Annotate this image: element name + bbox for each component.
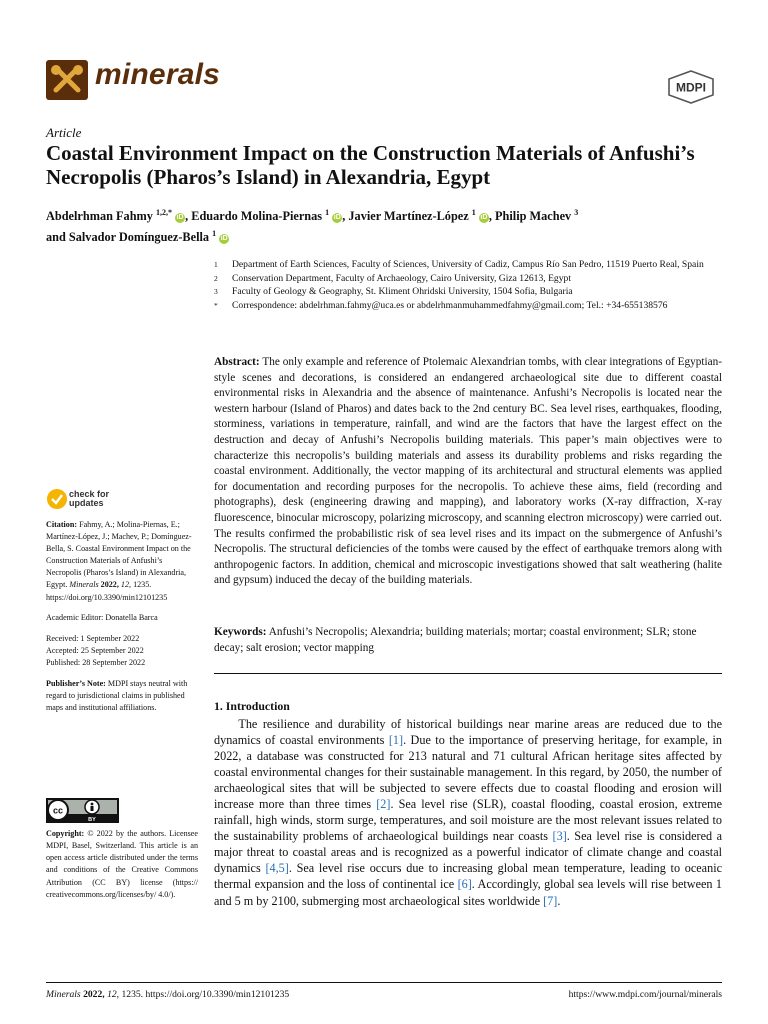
updates-line2: updates [69,498,104,508]
author-affiliation: 1 [212,229,217,239]
citation-doi[interactable]: 1235. https://doi.org/10.3390/min12101235 [46,580,168,602]
intro-text: . Sea level rise is considered a major threat to coastal areas and is recognized as a powerful indicator of climate change and coastal dynamics [214,829,722,876]
author-affiliation: 1,2,* [156,208,173,217]
citation-label: Citation: [46,520,78,529]
orcid-icon[interactable]: iD [220,235,228,243]
article-type: Article [46,125,82,140]
accepted-date: Accepted: 25 September 2022 [46,645,144,655]
academic-editor: Academic Editor: Donatella Barca [46,613,158,623]
keywords [214,625,722,656]
mdpi-logo-icon[interactable] [666,70,716,104]
abstract-text: The only example and reference of Ptolemaic Alexandrian tombs, with clear integrations of Egyptian-style scenes and decorations, is considered an endangered archaeological site due to different coastal environmental risks in Alexandria and the absence of maintenance. Anfushi’s Necropolis is located near the western harbour (Island of Pharos) and dates back to the 2nd century BC. Sea level rises, earthquakes, flooding, storminess, variations in temperature, rainfall, and wind are the factors that have the largest effect on the destruction and decay of Anfushi’s Necropolis building materials. This paper’s main objectives were to characterize this necropolis’s building materials and assess its durability problems and risks regarding the coastal environment. Additionally, the vector mapping of its architectural and structural elements was applied for documentation and recording purposes for the necropolis. To achieve these aims, field (recording and photographs), desk (engineering drawing and mapping), and laboratory works (X-ray diffraction, X-ray fluorescence, binocular microscopy, polarizing microscopy, and scanning electron microscopy) were carried out. The results confirmed the probabilistic risk of sea level rises and its impact on the submergence of Anfushi’s Necropolis. The structural deficiencies of the tombs were caused by the effect of earthquake tremors along with anthropogenic factors. In addition, chemical and microscopic investigations showed that salt weathering (halite and gypsum) induced the decay of the building materials. [214,356,723,587]
affiliation-text: Department of Earth Sciences, Faculty of Sciences, University of Cadiz, Campus Río San Pedro, 11519 Puerto Real, Spain [232,259,704,270]
orcid-icon[interactable]: iD [333,214,341,222]
citation-link[interactable]: [3] [552,829,567,844]
received-date: Received: 1 September 2022 [46,633,140,643]
author-list: Abdelrhman Fahmy $^{1,2,*}$ iD , Eduardo Molina-Piernas $^1$ iD , Javier Martínez-López $^1$ iD , Philip Machev $^3$ and Salvador Domínguez-Bella $^1$ iD [46,208,579,245]
affiliation-item [214,258,726,272]
author-name[interactable]: Eduardo Molina-Piernas [191,209,323,224]
intro-text: . Sea level rise (SLR), coastal flooding, coastal erosion, extreme rainfall, high winds, storm surge, temperatures, and soil moisture are the most relevant issues related to the sustainability problems of archaeological buildings near coasts [214,797,722,844]
abstract [214,355,722,589]
affiliation-item [214,299,726,313]
copyright-text: © 2022 by the authors. Licensee MDPI, Basel, Switzerland. This article is an open access article distributed under the terms and conditions of the Creative Commons Attribution (CC BY) license (https:// creativecommons.org/licenses/by/ 4.0/). [46,829,198,899]
orcid-icon[interactable]: iD [480,214,488,222]
dates [46,633,198,669]
affiliation-number: 1 [214,260,218,269]
author-name[interactable]: Javier Martínez-López [348,209,469,224]
svg-text:cc: cc [52,805,64,816]
affiliation-text: Conservation Department, Faculty of Archaeology, Cairo University, Giza 12613, Egypt [232,272,571,284]
citation-link[interactable]: [1] [388,733,404,748]
affiliation-number: 3 [214,287,218,296]
citation-volume: 12, [120,580,132,590]
citation-block [46,519,198,604]
footer-journal-url[interactable]: https://www.mdpi.com/journal/minerals [568,989,722,1000]
mdpi-logo-text: MDPI [676,80,706,95]
footer-volume: 12, [107,989,120,1000]
keywords-text: Anfushi’s Necropolis; Alexandria; building materials; mortar; coastal environment; SLR; stone decay; salt erosion; vector mapping [214,626,697,654]
section-divider [214,673,722,674]
publisher-note [46,678,198,714]
citation-link[interactable]: [4,5] [265,861,289,876]
author-affiliation: 1 [325,208,330,217]
cc-by-label: BY [88,817,96,823]
affiliation-item [214,285,726,299]
copyright-block [46,828,198,901]
copyright-label: Copyright: [46,829,85,838]
published-date: Published: 28 September 2022 [46,657,146,667]
publisher-note-label: Publisher’s Note: [46,678,106,688]
journal-name: minerals [95,58,220,91]
footer-journal: Minerals [46,989,81,1000]
footer-year: 2022, [83,989,105,1000]
affiliation-number: 2 [214,273,218,283]
footer-divider [46,982,722,983]
affiliations [214,258,726,312]
footer-doi-link[interactable]: 1235. https://doi.org/10.3390/min12101235 [121,989,290,1000]
intro-text: . [557,893,561,908]
intro-text: . Due to the importance of preserving heritage, for example, in 2022, a database was constructed for 213 natural and 71 cultural African heritage sites affected by coastal environmental changes for their sustainable management. In this regard, by 2050, the number of archaeological sites that will be subjected to severe effects due to coastal flooding and erosion will increase more than three times [214,733,722,812]
article-title: Coastal Environment Impact on the Construction Materials of Anfushi’s Necropolis (Pharos’s Island) in Alexandria, Egypt [46,141,695,189]
intro-text: The resilience and durability of historical buildings near marine areas are reduced due to the dynamics of coastal environments [214,717,722,748]
author-name[interactable]: Abdelrhman Fahmy [46,209,153,224]
section-heading: 1. Introduction [214,699,290,713]
author-name[interactable]: and Salvador Domínguez-Bella [46,230,210,245]
intro-text: . Sea level rise occurs due to increasing global mean temperature, leading to oceanic thermal expansion and the loss of continental ice [214,861,722,892]
citation-journal: Minerals [69,580,99,590]
updates-line1: check for [69,489,110,499]
footer-citation [46,989,289,1000]
keywords-label: Keywords: [214,626,267,638]
orcid-icon[interactable]: iD [176,214,184,222]
citation-link[interactable]: [2] [376,797,391,812]
correspondence-text: Correspondence: abdelrhman.fahmy@uca.es or abdelrhmanmuhammedfahmy@gmail.com; Tel.: +34-655138576 [232,299,668,311]
sidebar-info [46,519,198,722]
minerals-logo-icon [46,60,88,100]
citation-text: Fahmy, A.; Molina-Piernas, E.; Martínez-López, J.; Machev, P.; Domínguez-Bella, S. Coastal Environment Impact on the Construction Materials of Anfushi’s Necropolis (Pharos’s Island) in Alexandria, Egypt. [46,520,192,590]
intro-text: . Accordingly, global sea levels will rise between 1 and 5 m by 2100, submerging most archaeological sites worldwide [214,877,722,908]
check-for-updates-label[interactable] [69,490,109,508]
abstract-label: Abstract: [214,356,260,368]
intro-paragraph [214,716,722,909]
citation-year: 2022, [100,580,119,590]
affiliation-number: * [214,300,218,310]
author-affiliation: 3 [574,208,579,217]
citation-link[interactable]: [6] [457,877,472,892]
publisher-note-text: MDPI stays neutral with regard to jurisdictional claims in published maps and institutional affiliations. [46,678,188,712]
author-affiliation: 1 [471,208,476,217]
citation-link[interactable]: [7] [543,893,558,908]
cc-by-license-icon[interactable] [46,798,119,823]
author-name[interactable]: Philip Machev [495,209,572,224]
affiliation-text: Faculty of Geology & Geography, St. Kliment Ohridski University, 1504 Sofia, Bulgaria [232,286,573,297]
affiliation-item [214,272,726,286]
